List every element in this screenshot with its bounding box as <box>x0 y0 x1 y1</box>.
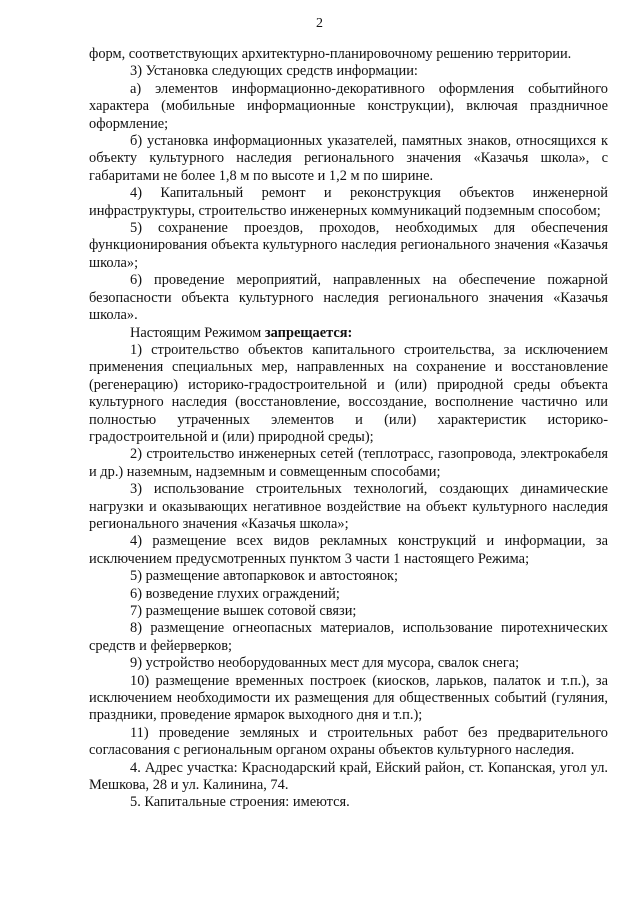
paragraph-item-4: 4) Капитальный ремонт и реконструкция объектов инженерной инфраструктуры, строительство инженерных коммуникаций подземным способом; <box>89 185 608 219</box>
paragraph-item-6: 6) проведение мероприятий, направленных на обеспечение пожарной безопасности объекта культурного наследия регионального значения «Казачья школа». <box>89 272 608 324</box>
paragraph-buildings: 5. Капитальные строения: имеются. <box>130 794 350 811</box>
page-number: 2 <box>316 16 323 31</box>
prohibited-heading-text: Настоящим Режимом <box>130 324 265 341</box>
prohibited-item-10: 10) размещение временных построек (киосков, ларьков, палаток и т.п.), за исключением необходимости их размещения для общественных событий (гуляния, праздники, проведение ярмарок выходного дня и т.п.); <box>89 672 608 724</box>
prohibited-item-11: 11) проведение земляных и строительных работ без предварительного согласования с региональным органом охраны объектов культурного наследия. <box>89 724 608 759</box>
prohibited-item-7: 7) размещение вышек сотовой связи; <box>130 603 357 619</box>
paragraph-item-3b: б) установка информационных указателей, памятных знаков, относящихся к объекту культурного наследия регионального значения «Казачья школа», с габаритами не более 1,8 м по высоте и 1,2 м по ширине. <box>89 133 608 184</box>
prohibited-item-3: 3) использование строительных технологий, создающих динамические нагрузки и оказывающих негативное воздействие на объект культурного наследия регионального значения «Казачья школа»; <box>89 481 608 532</box>
paragraph-item-5: 5) сохранение проездов, проходов, необходимых для обеспечения функционирования объекта культурного наследия регионального значения «Казачья школа»; <box>89 220 608 271</box>
prohibited-item-2: 2) строительство инженерных сетей (теплотрасс, газопровода, электрокабеля и др.) наземным, надземным и совмещенным способами; <box>89 446 608 480</box>
prohibited-item-8: 8) размещение огнеопасных материалов, использование пиротехнических средств и фейерверков; <box>89 620 608 654</box>
paragraph-item-3: 3) Установка следующих средств информации: <box>130 63 418 80</box>
paragraph-address: 4. Адрес участка: Краснодарский край, Ейский район, ст. Копанская, угол ул. Мешкова, 28 и ул. Калинина, 74. <box>89 759 608 794</box>
document-body <box>89 46 608 812</box>
paragraph-item-3a: а) элементов информационно-декоративного оформления событийного характера (мобильные информационные конструкции), включая праздничное оформление; <box>89 80 608 132</box>
prohibited-item-4: 4) размещение всех видов рекламных конструкций и информации, за исключением предусмотренных пунктом 3 части 1 настоящего Режима; <box>89 533 608 567</box>
prohibited-heading-bold: запрещается: <box>264 324 353 341</box>
prohibited-item-1: 1) строительство объектов капитального строительства, за исключением применения специальных мер, направленных на сохранение и восстановление (регенерацию) историко-градостроительной и (или) природной среды объекта культурного наследия (восстановление, воссоздание, восполнение частично или полностью утраченных элементов и (или) характеристик историко-градостроительной и (или) природной среды); <box>89 341 608 445</box>
prohibited-item-5: 5) размещение автопарковок и автостоянок; <box>130 568 399 585</box>
prohibited-item-9: 9) устройство необорудованных мест для мусора, свалок снега; <box>130 655 520 672</box>
prohibited-item-6: 6) возведение глухих ограждений; <box>130 585 340 602</box>
prohibited-heading <box>89 325 608 342</box>
paragraph-continuation: форм, соответствующих архитектурно-планировочному решению территории. <box>89 46 572 62</box>
